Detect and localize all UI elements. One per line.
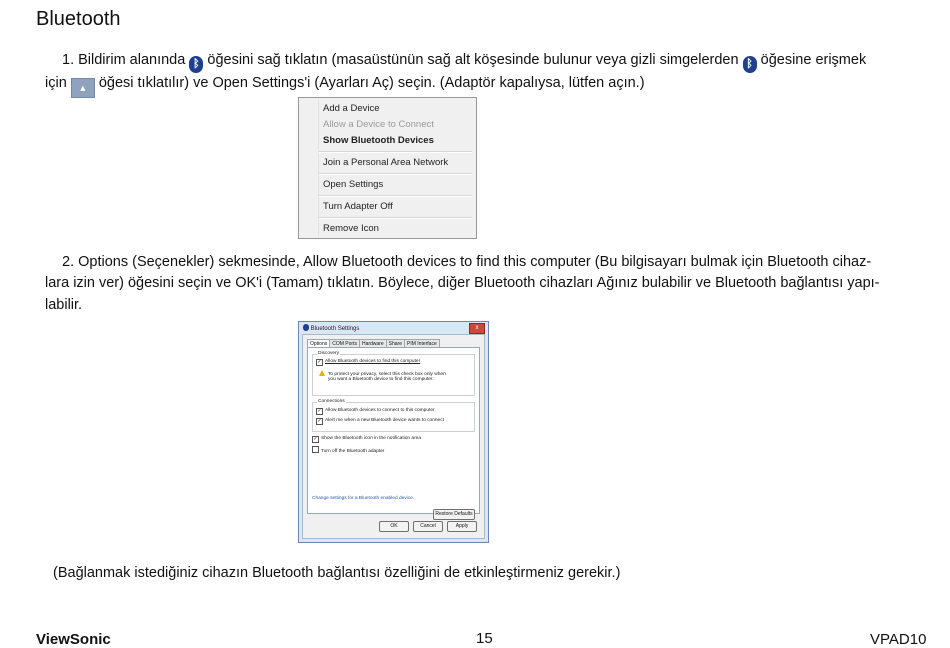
step1-text-b: öğesini sağ tıklatın (masaüstünün sağ alt köşesinde bulunur veya gizli simgelerden — [207, 52, 739, 68]
checkbox-checked-icon: ✓ — [317, 408, 322, 414]
menu-gutter — [318, 100, 319, 236]
show-hidden-icons-icon: ▲ — [71, 78, 95, 98]
step1-text-a: 1. Bildirim alanında — [62, 52, 186, 68]
change-settings-link[interactable]: Change settings for a Bluetooth enabled device. — [312, 496, 415, 501]
allow-connect-label: Allow Bluetooth devices to connect to this computer — [325, 408, 435, 413]
checkbox-checked-icon: ✓ — [317, 418, 322, 424]
footer-brand: ViewSonic — [36, 631, 111, 648]
bluetooth-icon: ᛒ — [189, 56, 203, 73]
note-text: (Bağlanmak istediğiniz cihazın Bluetooth bağlantısı özelliğini de etkinleştirmeniz gerekir.) — [53, 565, 621, 581]
turn-off-label: Turn off the Bluetooth adapter — [321, 449, 385, 454]
alert-new-label: Alert me when a new Bluetooth device wants to connect — [325, 418, 444, 423]
menu-item-show-devices[interactable]: Show Bluetooth Devices — [323, 135, 434, 146]
connections-label: Connections — [318, 399, 345, 404]
dialog-title: Bluetooth Settings — [310, 326, 360, 332]
step1-line2 — [45, 72, 645, 98]
turn-off-checkbox[interactable] — [312, 446, 384, 454]
show-icon-checkbox[interactable] — [312, 436, 421, 443]
tab-hardware[interactable]: Hardware — [359, 339, 387, 348]
menu-item-allow-device: Allow a Device to Connect — [323, 119, 434, 130]
connections-group — [312, 399, 475, 432]
page-number: 15 — [476, 630, 493, 647]
dialog-titlebar — [303, 324, 359, 332]
privacy-warning — [319, 370, 446, 377]
tab-options[interactable]: Options — [307, 339, 330, 348]
bluetooth-context-menu — [298, 97, 477, 239]
menu-separator — [319, 217, 472, 219]
options-panel — [307, 347, 480, 517]
restore-defaults-button[interactable]: Restore Defaults — [433, 509, 475, 520]
checkbox-checked-icon: ✓ — [313, 436, 318, 442]
menu-item-turn-adapter-off[interactable]: Turn Adapter Off — [323, 201, 393, 212]
step1-text-d: için — [45, 75, 67, 91]
privacy-line2: you want a Bluetooth device to find this computer. — [328, 377, 434, 382]
discovery-label: Discovery — [318, 351, 340, 356]
step2-line1: 2. Options (Seçenekler) sekmesinde, Allow Bluetooth devices to find this computer (Bu bilgisayarı bulmak için Bluetooth cihaz- — [62, 254, 872, 270]
cancel-button[interactable]: Cancel — [413, 521, 443, 532]
menu-item-open-settings[interactable]: Open Settings — [323, 179, 384, 190]
tab-pim-interface[interactable]: PIM Interface — [404, 339, 440, 348]
warning-icon — [319, 370, 325, 376]
alert-new-checkbox[interactable] — [316, 418, 444, 425]
bluetooth-settings-dialog — [298, 321, 489, 543]
allow-find-label: Allow Bluetooth devices to find this computer — [325, 359, 421, 364]
menu-separator — [319, 151, 472, 153]
bluetooth-icon: ᛒ — [743, 56, 757, 73]
step2-line2: lara izin ver) öğesini seçin ve OK'i (Tamam) tıklatın. Böylece, diğer Bluetooth cihazları Ağınız bulabilir ve Bluetooth bağlantısı yapı- — [45, 275, 880, 291]
privacy-line1: To protect your privacy, select this check box only when — [328, 372, 446, 377]
bluetooth-icon — [303, 324, 309, 331]
menu-item-add-device[interactable]: Add a Device — [323, 103, 380, 114]
step1-text-c: öğesine erişmek — [760, 52, 867, 68]
footer-model: VPAD10 — [870, 631, 927, 648]
show-icon-label: Show the Bluetooth icon in the notification area — [321, 436, 422, 441]
allow-connect-checkbox[interactable] — [316, 408, 435, 415]
step1-text-e: öğesi tıklatılır) ve Open Settings'i (Ayarları Aç) seçin. (Adaptör kapalıysa, lütfen açın.) — [98, 75, 645, 91]
checkbox-checked-icon: ✓ — [317, 359, 322, 365]
menu-item-remove-icon[interactable]: Remove Icon — [323, 223, 379, 234]
tab-com-ports[interactable]: COM Ports — [329, 339, 360, 348]
step2-line3: labilir. — [45, 297, 83, 313]
step1-line1 — [62, 49, 866, 73]
menu-separator — [319, 173, 472, 175]
menu-item-join-pan[interactable]: Join a Personal Area Network — [323, 157, 449, 168]
dialog-body — [302, 334, 485, 539]
checkbox-unchecked-icon — [312, 446, 319, 453]
allow-find-checkbox[interactable] — [316, 359, 420, 366]
tab-share[interactable]: Share — [386, 339, 405, 348]
menu-separator — [319, 195, 472, 197]
apply-button[interactable]: Apply — [447, 521, 477, 532]
discovery-group — [312, 351, 475, 396]
close-button[interactable]: x — [469, 323, 485, 334]
page-title: Bluetooth — [36, 8, 121, 30]
ok-button[interactable]: OK — [379, 521, 409, 532]
